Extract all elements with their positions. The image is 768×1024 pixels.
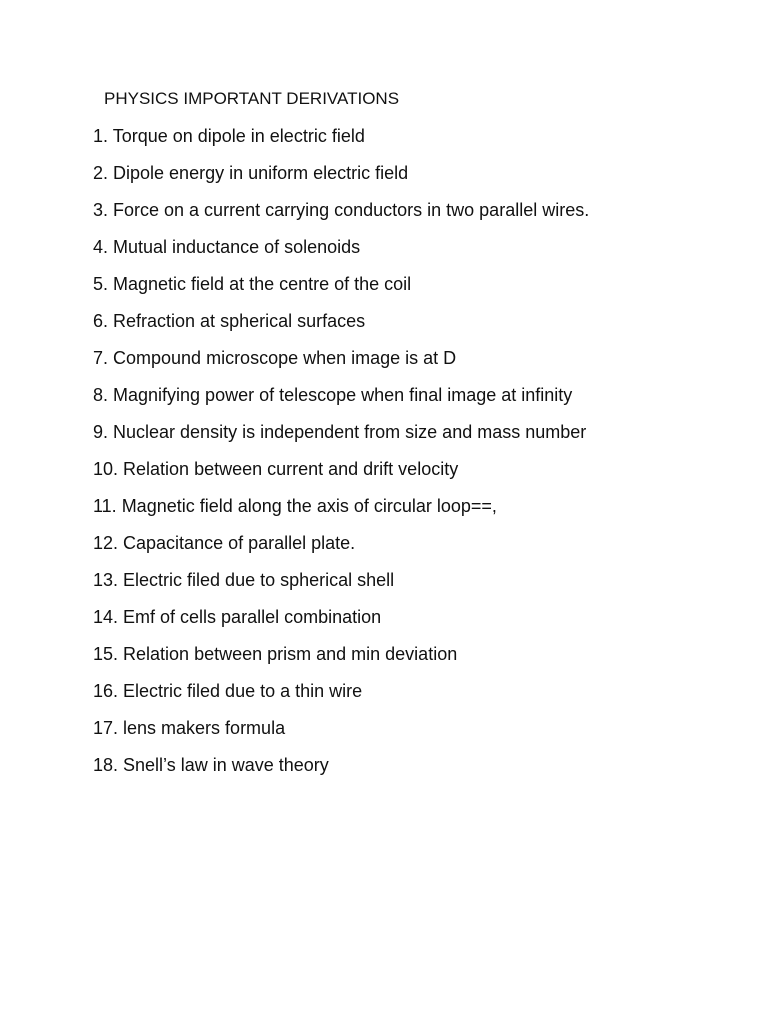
document-title: PHYSICS IMPORTANT DERIVATIONS — [104, 89, 400, 108]
list-item: 16. Electric filed due to a thin wire — [93, 681, 363, 701]
list-item: 6. Refraction at spherical surfaces — [93, 311, 366, 331]
list-item: 17. lens makers formula — [93, 718, 286, 738]
list-item: 12. Capacitance of parallel plate. — [93, 533, 356, 553]
list-item: 8. Magnifying power of telescope when final image at infinity — [93, 385, 573, 405]
list-item: 1. Torque on dipole in electric field — [93, 126, 365, 146]
list-item: 9. Nuclear density is independent from size and mass number — [93, 422, 587, 442]
list-item: 2. Dipole energy in uniform electric field — [93, 163, 409, 183]
list-item: 3. Force on a current carrying conductors in two parallel wires. — [93, 200, 590, 220]
list-item: 10. Relation between current and drift velocity — [93, 459, 459, 479]
derivation-list — [93, 125, 589, 791]
list-item: 5. Magnetic field at the centre of the coil — [93, 274, 412, 294]
list-item: 13. Electric filed due to spherical shell — [93, 570, 395, 590]
list-item: 15. Relation between prism and min deviation — [93, 644, 458, 664]
list-item: 7. Compound microscope when image is at D — [93, 348, 457, 368]
list-item: 14. Emf of cells parallel combination — [93, 607, 382, 627]
list-item: 11. Magnetic field along the axis of circular loop==, — [93, 496, 497, 516]
list-item: 18. Snell’s law in wave theory — [93, 755, 329, 775]
list-item: 4. Mutual inductance of solenoids — [93, 237, 361, 257]
